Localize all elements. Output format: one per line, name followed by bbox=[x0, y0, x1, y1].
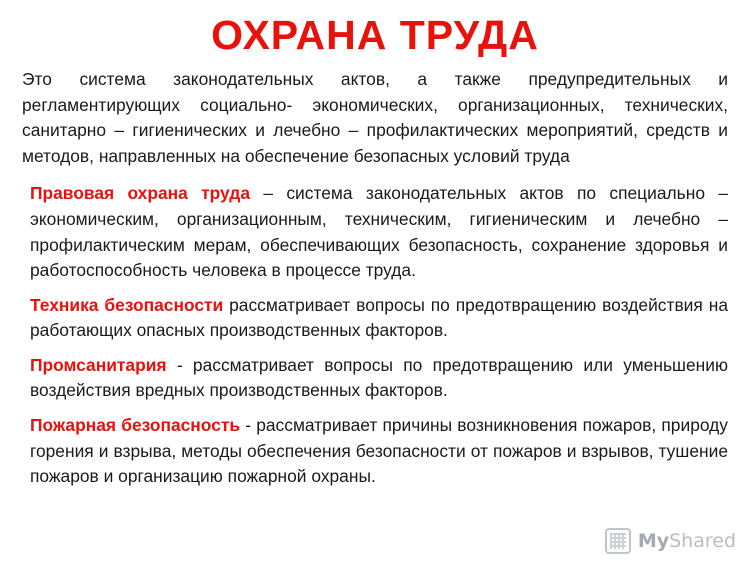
definition-body: - рассматривает причины возникновения пожаров, природу горения и взрыва, методы обеспечения безопасности от пожаров и взрывов, тушение пожаров и организацию пожарной охраны. bbox=[30, 414, 728, 487]
intro-paragraph: Это система законодательных актов, а также предупредительных и регламентирующих социально- экономических, организационных, технических, санитарно – гигиенических и лечебно – профилактических мероприятий, средств и методов, направленных на обеспечение безопасных условий труда bbox=[22, 69, 728, 166]
term-label: Правовая охрана труда bbox=[30, 183, 251, 204]
definition-paragraph bbox=[22, 293, 728, 344]
definition-body: – система законодательных актов по специально – экономическим, организационным, техническим, гигиеническим и лечебно – профилактическим мерам, обеспечивающих безопасность, сохранение здоровья и работоспособность человека в процессе труда. bbox=[30, 183, 728, 281]
definition-block-legal bbox=[22, 181, 728, 283]
definition-block-safety-technique bbox=[22, 293, 728, 344]
term-label: Промсанитария bbox=[30, 354, 167, 375]
page-title: ОХРАНА ТРУДА bbox=[211, 12, 539, 58]
watermark bbox=[605, 528, 736, 554]
watermark-suffix: Shared bbox=[669, 530, 736, 552]
watermark-prefix: My bbox=[637, 530, 670, 552]
definition-paragraph bbox=[22, 353, 728, 404]
definition-body: - рассматривает вопросы по предотвращению или уменьшению воздействия вредных производственных факторов. bbox=[30, 354, 728, 401]
definition-block-fire-safety bbox=[22, 413, 728, 490]
term-label: Пожарная безопасность bbox=[30, 414, 241, 435]
watermark-label bbox=[638, 530, 736, 552]
myshared-logo-icon bbox=[605, 528, 631, 554]
definition-block-industrial-sanitation bbox=[22, 353, 728, 404]
definition-paragraph bbox=[22, 181, 728, 283]
term-label: Техника безопасности bbox=[30, 294, 224, 315]
definition-body: рассматривает вопросы по предотвращению воздействия на работающих опасных производственных факторов. bbox=[30, 294, 728, 341]
definition-paragraph bbox=[22, 413, 728, 490]
